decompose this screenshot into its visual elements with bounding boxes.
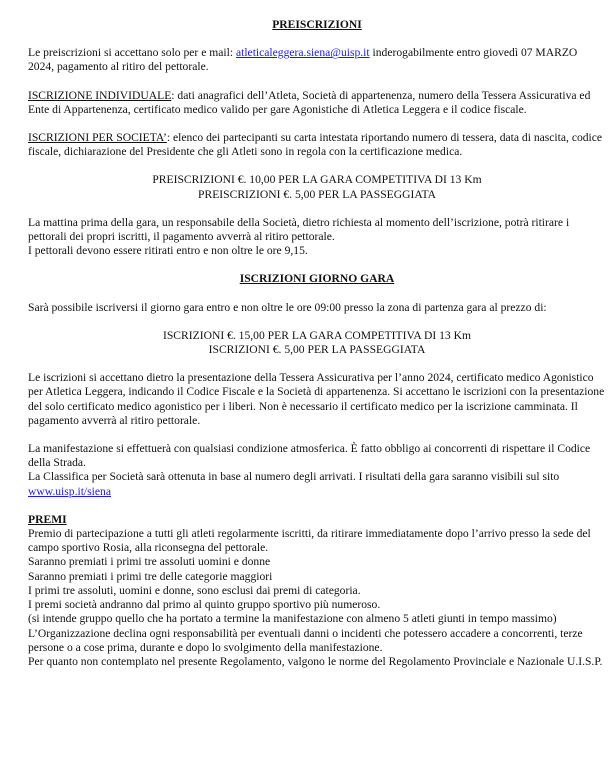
iscrizione-individuale: [28, 89, 606, 117]
site-link[interactable]: www.uisp.it/siena: [28, 484, 111, 498]
classifica-text: La Classifica per Società sarà ottenuta in base al numero degli arrivati. I risultati della gara saranno visibili sul sito: [28, 470, 560, 484]
premi-line: Saranno premiati i primi tre assoluti uomini e donne: [28, 555, 271, 569]
premi-line: Premio di partecipazione a tutti gli atleti regolarmente iscritti, da ritirare immediatamente dopo l’arrivo presso la sede del campo sportivo Rosia, alla riconsegna del pettorale.: [28, 527, 591, 555]
giorno-gara-intro: Sarà possibile iscriversi il giorno gara entro e non oltre le ore 09:00 presso la zona di partenza gara al prezzo di:: [28, 300, 547, 314]
iscrizioni-societa: [28, 131, 606, 159]
pettorali-orario: I pettorali devono essere ritirati entro e non oltre le ore 9,15.: [28, 244, 308, 258]
societa-text: : elenco dei partecipanti su carta intestata riportando numero di tessera, data di nascita, codice fiscale, dichiarazione del Presidente che gli Atleti sono in regola con la certificazione medica.: [28, 131, 603, 159]
individuale-label: ISCRIZIONE INDIVIDUALE: [28, 88, 172, 102]
premi-line: L’Organizzazione declina ogni responsabilità per eventuali danni o incidenti che potessero accadere a concorrenti, terze persone o a cose prima, durante e dopo lo svolgimento della manifestazione.: [28, 626, 583, 654]
premi-line: I premi società andranno dal primo al quinto gruppo sportivo più numeroso.: [28, 598, 381, 612]
preiscrizioni-intro: [28, 46, 606, 74]
individuale-text: : dati anagrafici dell’Atleta, Società di appartenenza, numero della Tessera Assicurativa ed Ente di Appartenenza, certificato medico valido per gare Agonistiche di Atletica Leggera e il codice fiscale.: [28, 88, 591, 116]
giorno-gara-heading: ISCRIZIONI GIORNO GARA: [239, 272, 395, 286]
preiscrizione-price-passeggiata: PREISCRIZIONI €. 5,00 PER LA PASSEGGIATA: [198, 187, 436, 201]
meteo-notice: La manifestazione si effettuerà con qualsiasi condizione atmosferica. È fatto obbligo ai concorrenti di rispettare il Codice della Strada.: [28, 442, 591, 470]
giorno-gara-price-competitiva: ISCRIZIONI €. 15,00 PER LA GARA COMPETITIVA DI 13 Km: [163, 328, 471, 342]
premi-line: Saranno premiati i primi tre delle categorie maggiori: [28, 569, 273, 583]
pettorali-ritiro: La mattina prima della gara, un responsabile della Società, dietro richiesta al momento dell’iscrizione, potrà ritirare i pettorali dei propri iscritti, il pagamento avverrà al ritiro pettorale.: [28, 215, 570, 244]
societa-label: ISCRIZIONI PER SOCIETA’: [28, 131, 167, 145]
intro-pre: Le preiscrizioni si accettano solo per e mail:: [28, 46, 236, 60]
premi-line: I primi tre assoluti, uomini e donne, sono esclusi dai premi di categoria.: [28, 583, 361, 597]
tessera-requirements: Le iscrizioni si accettano dietro la presentazione della Tessera Assicurativa per l’anno 2024, certificato medico Agonistico per Atletica Leggera, indicando il Codice Fiscale e la Società di appartenenza. Si accettano le iscrizioni con la presentazione del solo certificato medico agonistico per i liberi. Non è necessario il certificato medico per la iscrizione camminata. Il pagamento avverrà al ritiro pettorale.: [28, 371, 605, 427]
intro-post: inderogabilmente entro giovedì 07 MARZO 2024, pagamento al ritiro del pettorale.: [28, 46, 578, 74]
email-link[interactable]: atleticaleggera.siena@uisp.it: [235, 46, 370, 60]
classifica-notice: [28, 470, 606, 498]
preiscrizione-price-competitiva: PREISCRIZIONI €. 10,00 PER LA GARA COMPETITIVA DI 13 Km: [152, 173, 482, 187]
premi-line: Per quanto non contemplato nel presente Regolamento, valgono le norme del Regolamento Provinciale e Nazionale U.I.S.P.: [28, 654, 603, 668]
premi-heading: PREMI: [28, 512, 67, 526]
giorno-gara-price-passeggiata: ISCRIZIONI €. 5,00 PER LA PASSEGGIATA: [208, 343, 426, 357]
preiscrizioni-heading: PREISCRIZIONI: [272, 18, 362, 31]
premi-line: (si intende gruppo quello che ha portato a termine la manifestazione con almeno 5 atleti giunti in tempo massimo): [28, 612, 557, 626]
